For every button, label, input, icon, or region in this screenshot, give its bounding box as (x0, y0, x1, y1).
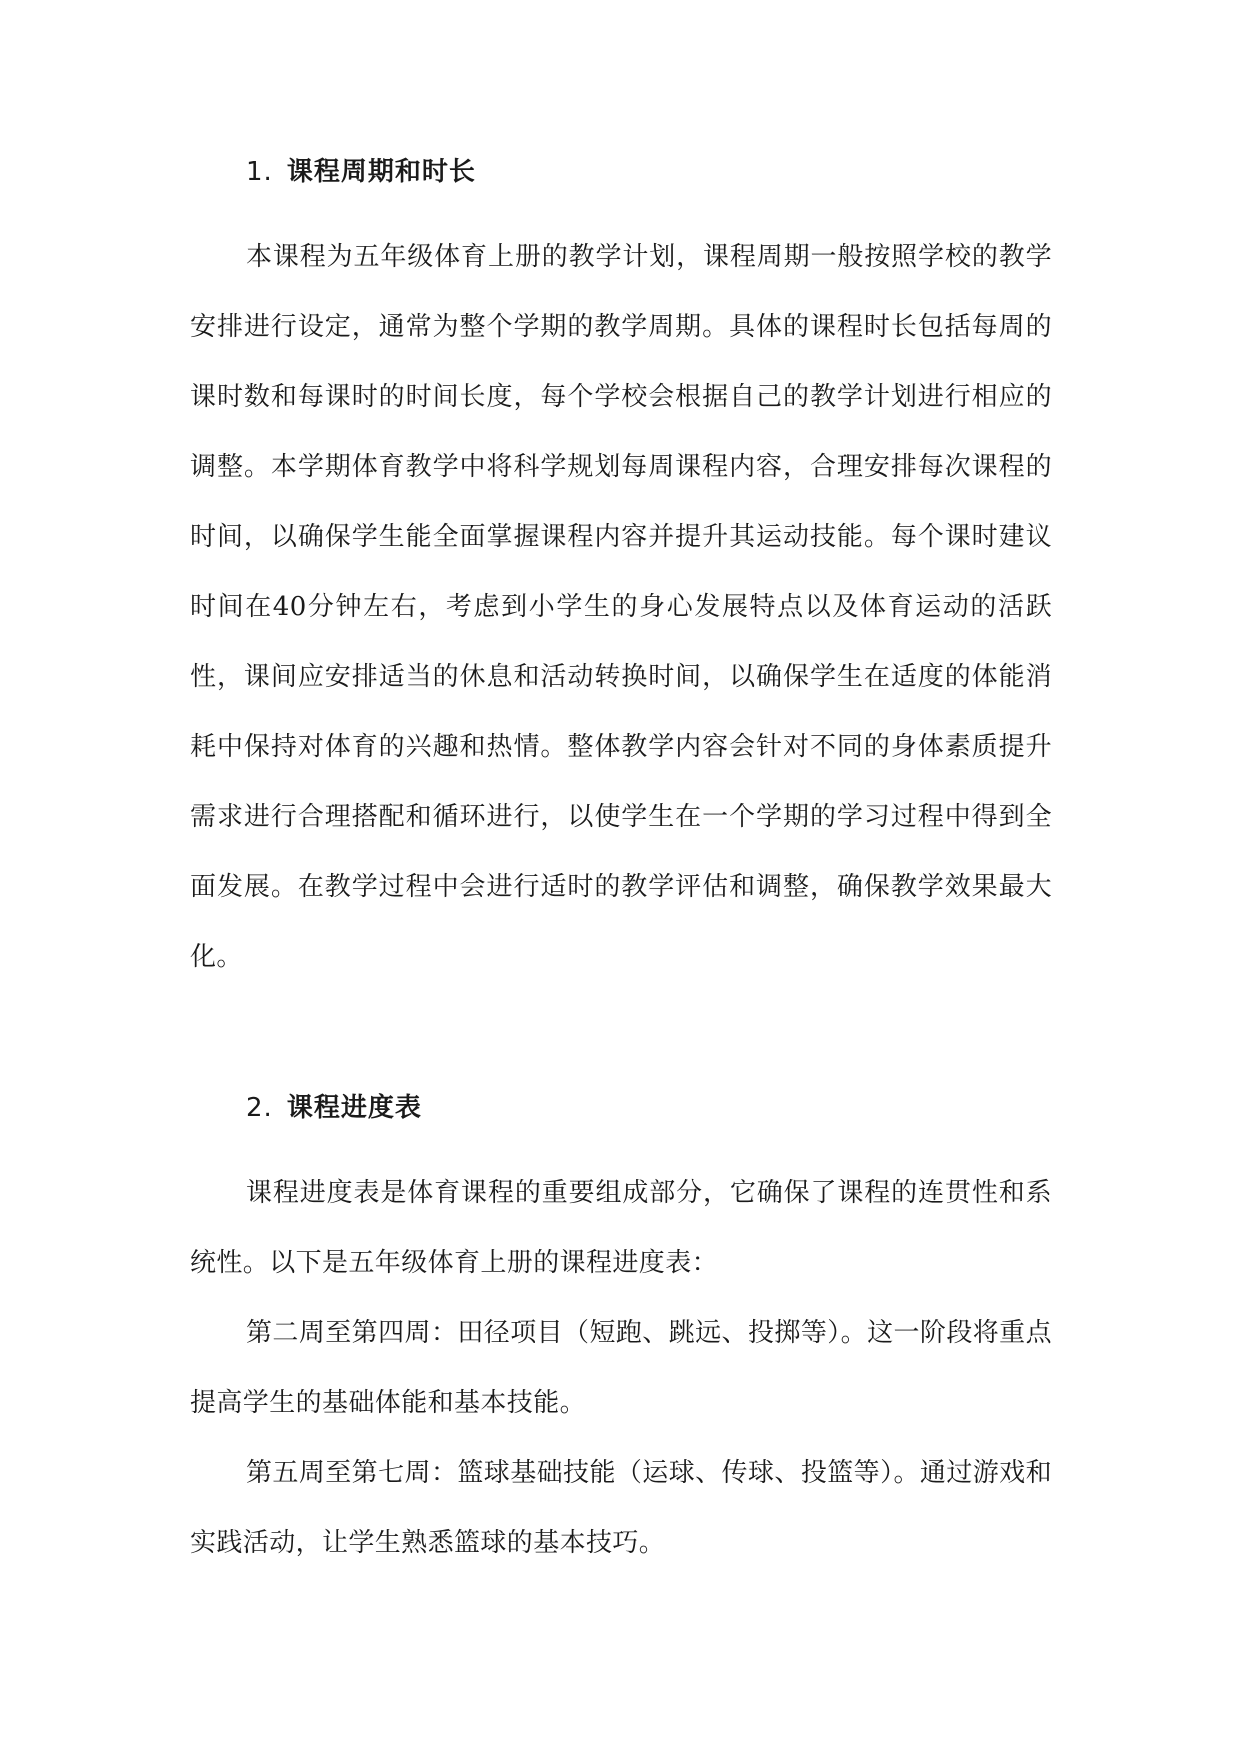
section-title: 课程进度表 (286, 1093, 422, 1123)
paragraph: 本课程为五年级体育上册的教学计划，课程周期一般按照学校的教学安排进行设定，通常为整个学期的教学周期。具体的课程时长包括每周的课时数和每课时的时间长度，每个学校会根据自己的教学计划进行相应的调整。本学期体育教学中将科学规划每周课程内容，合理安排每次课程的时间，以确保学生能全面掌握课程内容并提升其运动技能。每个课时建议时间在40分钟左右，考虑到小学生的身心发展特点以及体育运动的活跃性，课间应安排适当的休息和活动转换时间，以确保学生在适度的体能消耗中保持对体育的兴趣和热情。整体教学内容会针对不同的身体素质提升需求进行合理搭配和循环进行，以使学生在一个学期的学习过程中得到全面发展。在教学过程中会进行适时的教学评估和调整，确保教学效果最大化。 (190, 242, 1052, 972)
section-title: 课程周期和时长 (286, 157, 476, 187)
section-number: 2. (246, 1093, 273, 1123)
section-course-schedule (190, 1088, 1052, 1558)
section-heading (190, 1088, 1052, 1128)
section-number: 1. (246, 157, 273, 187)
section-heading (190, 152, 1052, 192)
paragraph: 课程进度表是体育课程的重要组成部分，它确保了课程的连贯性和系统性。以下是五年级体育上册的课程进度表： (190, 1178, 1052, 1278)
paragraph: 第二周至第四周：田径项目（短跑、跳远、投掷等）。这一阶段将重点提高学生的基础体能和基本技能。 (190, 1318, 1052, 1418)
section-body (190, 1158, 1052, 1578)
section-body (190, 222, 1052, 992)
paragraph: 第五周至第七周：篮球基础技能（运球、传球、投篮等）。通过游戏和实践活动，让学生熟悉篮球的基本技巧。 (190, 1458, 1052, 1558)
section-course-cycle (190, 152, 1052, 972)
